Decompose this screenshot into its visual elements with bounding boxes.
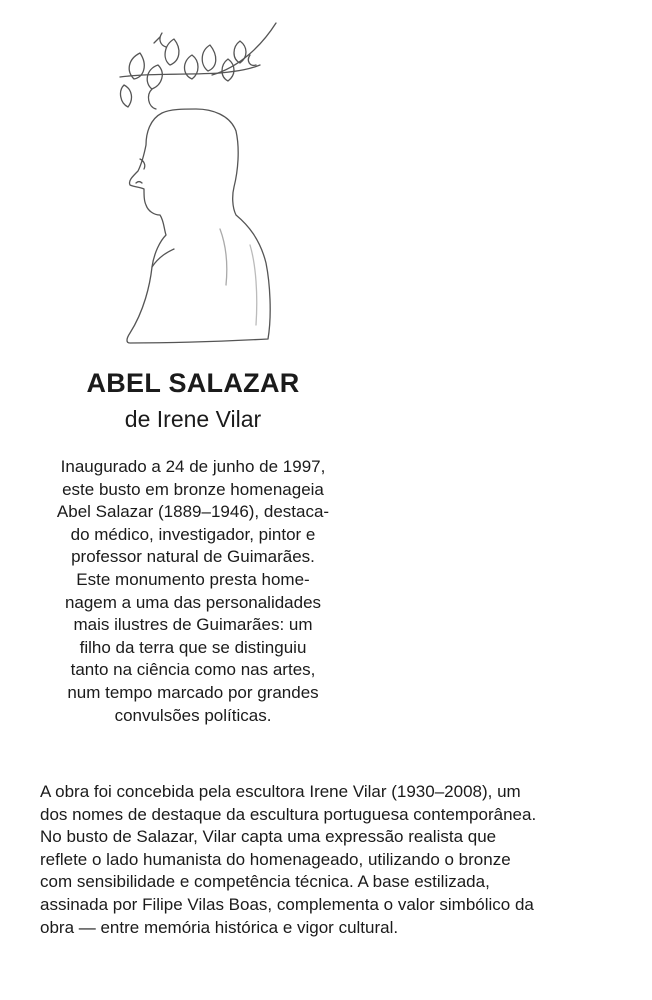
body-line: No busto de Salazar, Vilar capta uma expressão realista que xyxy=(40,827,497,847)
intro-line: professor natural de Guimarães. xyxy=(71,547,315,567)
intro-line: mais ilustres de Guimarães: um xyxy=(73,615,313,635)
intro-line: nagem a uma das personalidades xyxy=(64,592,322,612)
body-line: com sensibilidade e competência técnica. A base estilizada, xyxy=(40,872,490,892)
bust-outline xyxy=(127,109,270,343)
portrait-sketch xyxy=(100,15,320,355)
intro-line: Inaugurado a 24 de junho de 1997, xyxy=(60,457,326,476)
intro-paragraph xyxy=(30,456,356,727)
intro-line: convulsões políticas. xyxy=(114,705,272,725)
body-line: reflete o lado humanista do homenageado, utilizando o bronze xyxy=(40,849,511,869)
intro-line: filho da terra que se distinguiu xyxy=(79,637,307,657)
body-paragraph xyxy=(40,781,640,939)
artist-subtitle: de Irene Vilar xyxy=(124,406,262,432)
intro-line: tanto na ciência como nas artes, xyxy=(70,660,316,680)
monument-title: ABEL SALAZAR xyxy=(86,368,300,398)
body-line: dos nomes de destaque da escultura portuguesa contemporânea. xyxy=(40,804,537,824)
intro-line: do médico, investigador, pintor e xyxy=(70,524,316,544)
intro-line: num tempo marcado por grandes xyxy=(67,682,319,702)
leaf-wreath xyxy=(120,23,276,109)
intro-line: Este monumento presta home- xyxy=(76,569,310,589)
intro-line: Abel Salazar (1889–1946), destaca- xyxy=(56,502,330,522)
body-line: obra — entre memória histórica e vigor cultural. xyxy=(40,917,399,937)
body-line: A obra foi concebida pela escultora Irene Vilar (1930–2008), um xyxy=(40,782,521,801)
body-line: assinada por Filipe Vilas Boas, complementa o valor simbólico da xyxy=(40,894,534,914)
intro-line: este busto em bronze homenageia xyxy=(62,479,324,499)
